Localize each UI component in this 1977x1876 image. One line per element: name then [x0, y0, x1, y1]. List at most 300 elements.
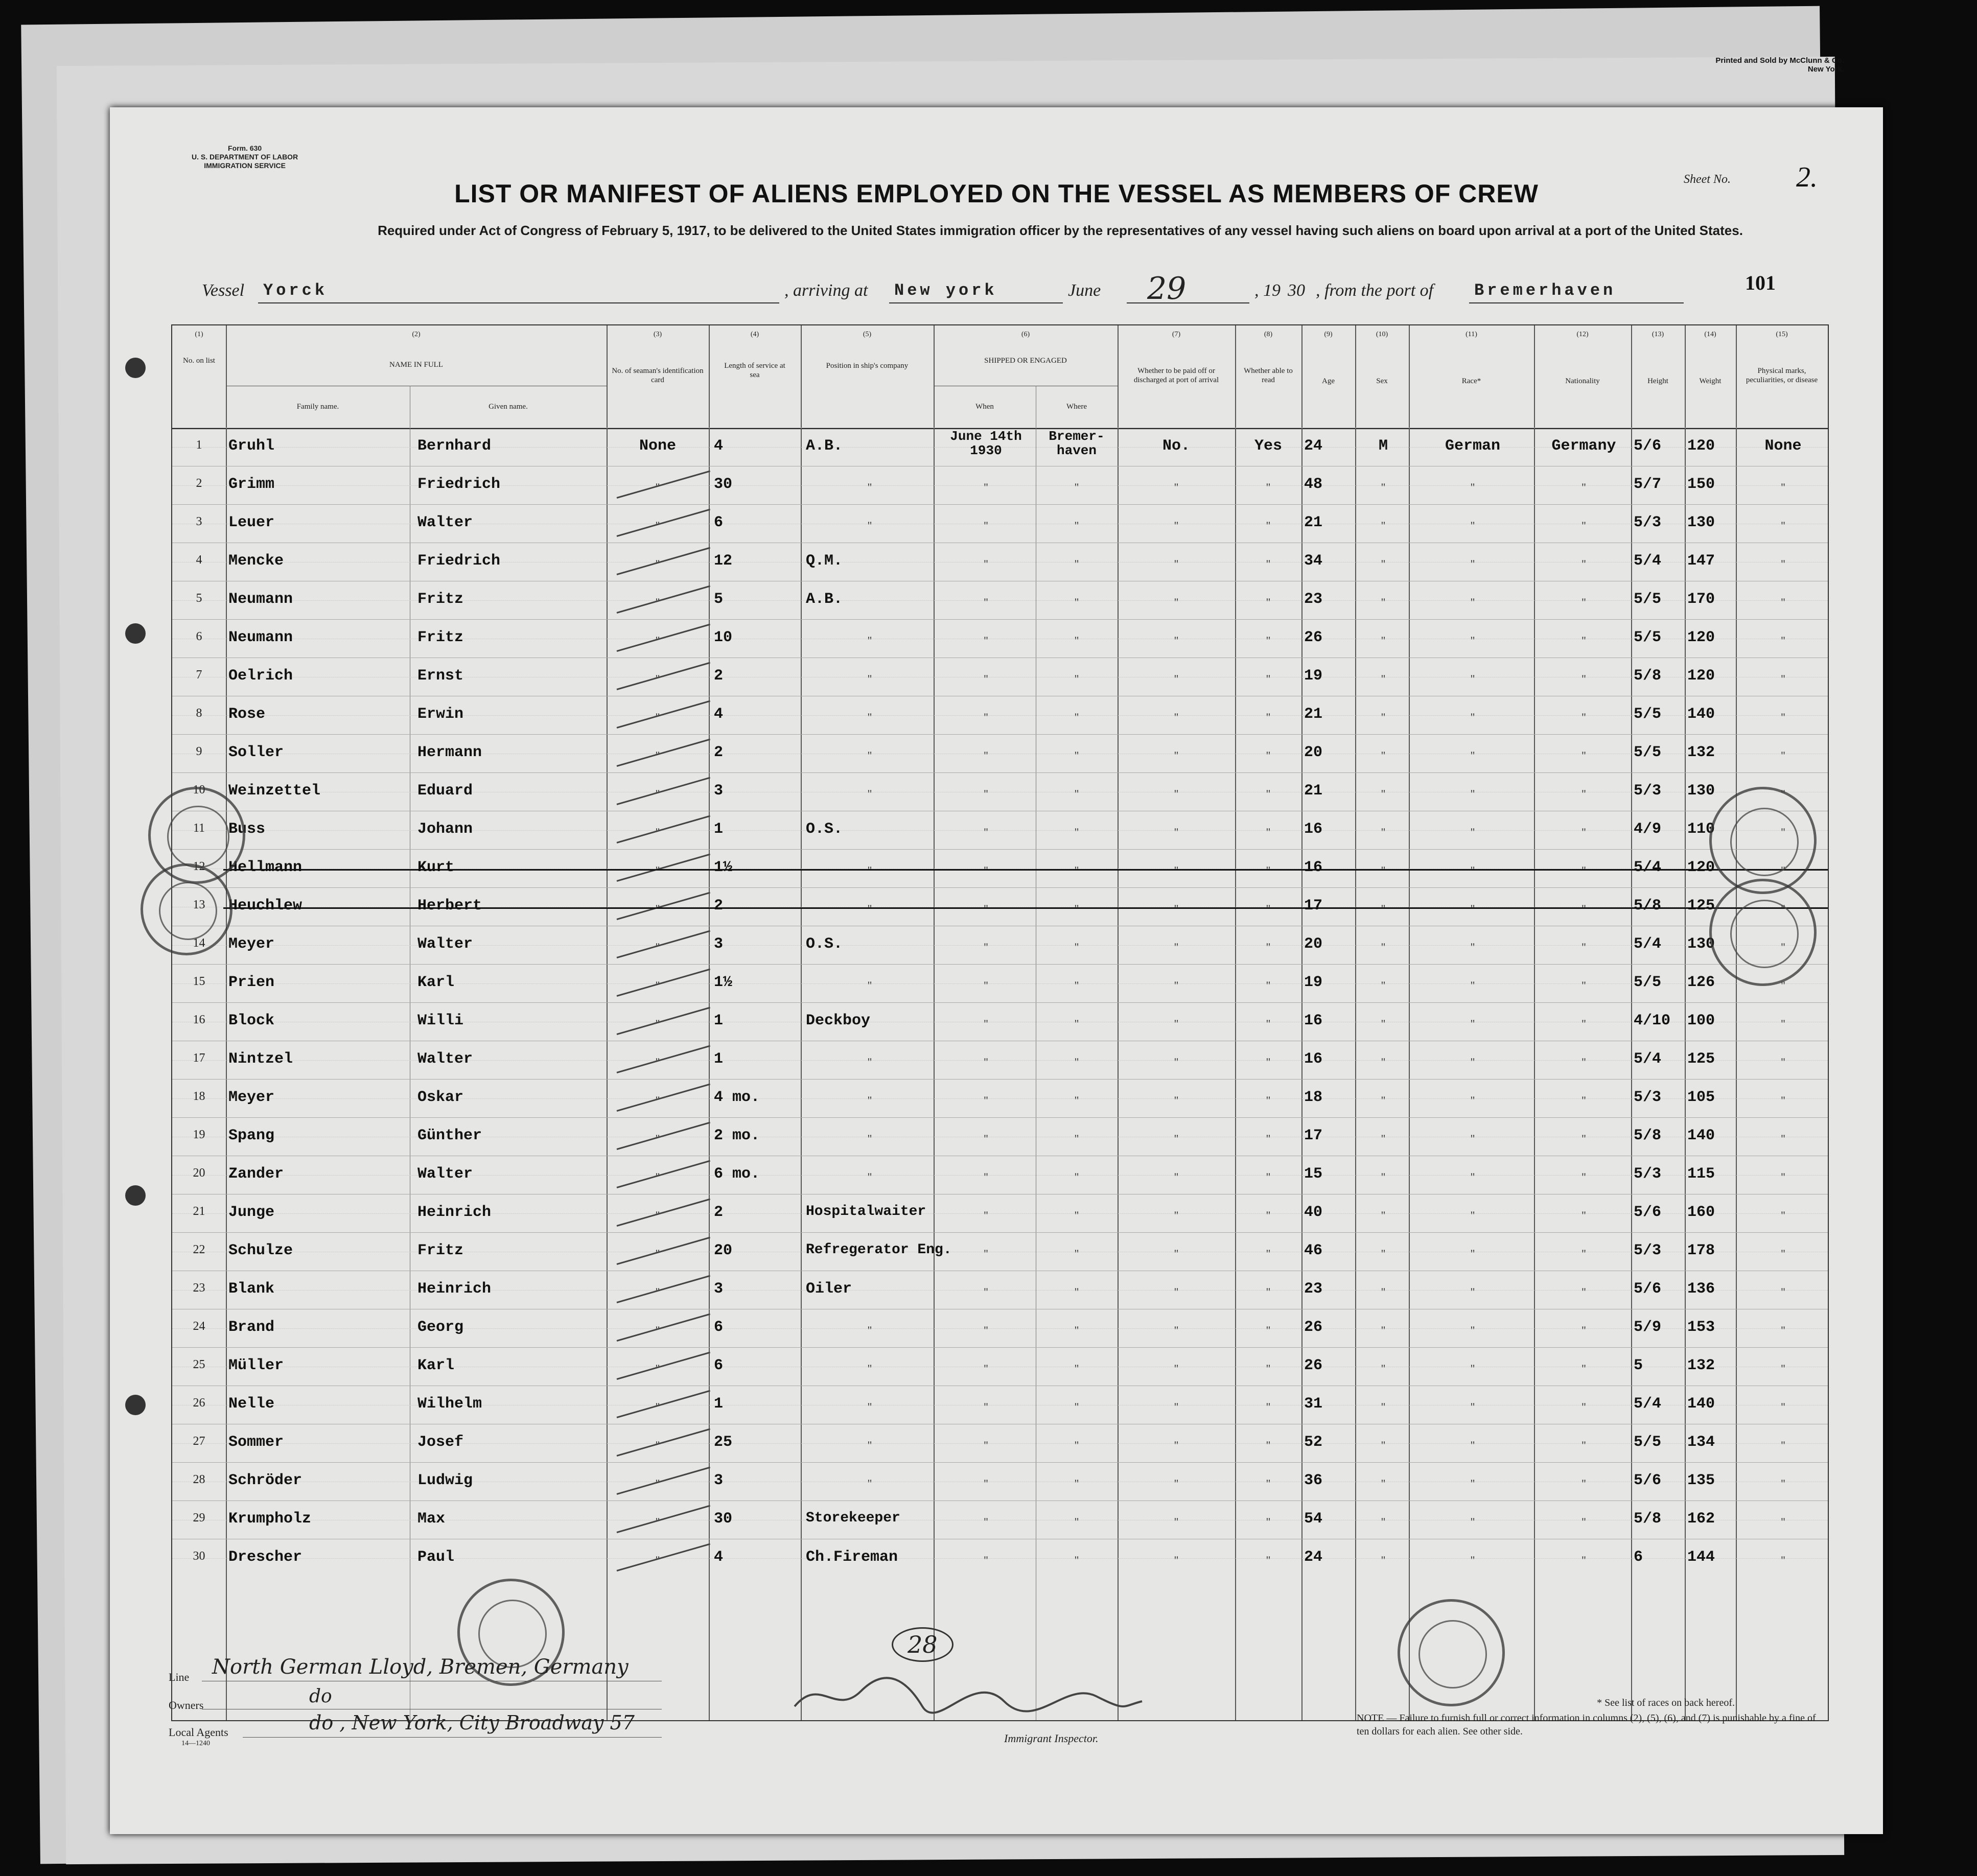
cell-given: Walter — [417, 514, 473, 531]
ditto-mark: " — [1781, 1477, 1785, 1490]
ditto-mark: " — [1781, 519, 1785, 532]
ditto-mark: " — [1470, 1554, 1475, 1566]
cell-given: Friedrich — [417, 552, 501, 570]
cell-weight: 120 — [1687, 859, 1715, 876]
cell-height: 5/3 — [1634, 1242, 1662, 1259]
ditto-mark: " — [1470, 519, 1475, 532]
cell-given: Walter — [417, 1165, 473, 1183]
cell-height: 6 — [1634, 1549, 1643, 1566]
ditto-mark: " — [1074, 1170, 1079, 1183]
cell-service: 12 — [714, 552, 733, 570]
ditto-mark: " — [984, 1247, 988, 1260]
ditto-mark: " — [1381, 1362, 1386, 1375]
cell-no: 18 — [193, 1090, 205, 1103]
given-name-header: Given name. — [489, 403, 528, 411]
ditto-mark: " — [1470, 1285, 1475, 1298]
table-row — [172, 964, 1828, 1003]
cell-given: Erwin — [417, 706, 464, 723]
table-row — [172, 658, 1828, 696]
ditto-mark: " — [867, 672, 872, 685]
cell-position: A.B. — [806, 437, 843, 455]
cell-position: Refregerator Eng. — [806, 1242, 952, 1258]
cell-family: Heuchlew — [228, 897, 303, 914]
crew-count: 28 — [892, 1627, 953, 1662]
ditto-mark: " — [984, 1515, 988, 1528]
cell-where: Bremer-haven — [1049, 429, 1105, 458]
cell-weight: 105 — [1687, 1089, 1715, 1106]
ditto-mark: " — [1581, 672, 1586, 685]
cell-given: Ernst — [417, 667, 464, 685]
cell-family: Krumpholz — [228, 1510, 312, 1528]
ditto-mark: " — [867, 787, 872, 800]
ditto-mark: " — [984, 1439, 988, 1451]
ditto-mark: " — [1781, 1439, 1785, 1451]
ditto-mark: " — [1266, 864, 1271, 877]
consular-stamp — [1398, 1599, 1505, 1706]
races-note: * See list of races on back hereof. — [1597, 1697, 1735, 1708]
cell-card: None — [639, 437, 676, 455]
ditto-mark: " — [1470, 672, 1475, 685]
ditto-mark: " — [1470, 902, 1475, 915]
ditto-mark: " — [1470, 826, 1475, 838]
consular-stamp — [141, 863, 232, 955]
ditto-mark: " — [1074, 596, 1079, 608]
cell-age: 16 — [1304, 820, 1323, 838]
vessel-label: Vessel — [202, 281, 245, 300]
table-row — [172, 926, 1828, 965]
cell-given: Heinrich — [417, 1204, 492, 1221]
cell-weight: 130 — [1687, 782, 1715, 800]
cell-weight: 136 — [1687, 1280, 1715, 1298]
ditto-mark: " — [867, 1056, 872, 1068]
cell-height: 4/10 — [1634, 1012, 1671, 1029]
ditto-mark: " — [1381, 1285, 1386, 1298]
ditto-mark: " — [984, 1362, 988, 1375]
ditto-mark: " — [984, 1094, 988, 1107]
ditto-mark: " — [1470, 1017, 1475, 1030]
col14-header: Weight — [1699, 377, 1722, 385]
cell-height: 5/9 — [1634, 1319, 1662, 1336]
cell-age: 21 — [1304, 782, 1323, 800]
ditto-mark: " — [1174, 557, 1179, 570]
cell-weight: 140 — [1687, 1127, 1715, 1144]
table-row — [172, 1386, 1828, 1424]
cell-age: 52 — [1304, 1434, 1323, 1451]
col7-number: (7) — [1172, 331, 1181, 338]
ditto-mark: " — [1470, 1477, 1475, 1490]
cell-family: Junge — [228, 1204, 275, 1221]
ditto-mark: " — [867, 1362, 872, 1375]
table-row — [172, 1194, 1828, 1233]
ditto-mark: " — [1266, 1017, 1271, 1030]
ditto-mark: " — [1381, 557, 1386, 570]
cell-weight: 147 — [1687, 552, 1715, 570]
cell-height: 5/6 — [1634, 437, 1662, 455]
ditto-mark: " — [984, 1017, 988, 1030]
cell-age: 20 — [1304, 744, 1323, 761]
cell-family: Buss — [228, 820, 266, 838]
cell-weight: 120 — [1687, 437, 1715, 455]
cell-no: 29 — [193, 1511, 205, 1525]
ditto-mark: " — [1581, 1554, 1586, 1566]
form-code: 14—1240 — [181, 1740, 210, 1747]
ditto-mark: " — [1581, 1362, 1586, 1375]
ditto-mark: " — [1074, 902, 1079, 915]
col12-header: Nationality — [1565, 377, 1600, 385]
ditto-mark: " — [1174, 787, 1179, 800]
ditto-mark: " — [1074, 1515, 1079, 1528]
ditto-mark: " — [867, 1439, 872, 1451]
col3-number: (3) — [653, 331, 662, 338]
ditto-mark: " — [655, 672, 660, 685]
cell-given: Günther — [417, 1127, 482, 1144]
ditto-mark: " — [1581, 787, 1586, 800]
cell-weight: 140 — [1687, 706, 1715, 723]
cell-service: 2 — [714, 1204, 724, 1221]
table-row — [172, 696, 1828, 735]
ditto-mark: " — [655, 1477, 660, 1490]
ditto-mark: " — [1381, 826, 1386, 838]
ditto-mark: " — [1381, 1247, 1386, 1260]
cell-no: 28 — [193, 1473, 205, 1486]
printer-note: Printed and Sold by McClunn & Co. New York. — [1715, 56, 1844, 74]
cell-weight: 135 — [1687, 1472, 1715, 1489]
ditto-mark: " — [1381, 519, 1386, 532]
cell-no: 17 — [193, 1051, 205, 1065]
ditto-mark: " — [1470, 1362, 1475, 1375]
cell-service: 6 — [714, 1319, 724, 1336]
ditto-mark: " — [1381, 672, 1386, 685]
ditto-mark: " — [1266, 1515, 1271, 1528]
ditto-mark: " — [1174, 864, 1179, 877]
ditto-mark: " — [1470, 1132, 1475, 1145]
col3-header: No. of seaman's identification card — [612, 367, 704, 384]
cell-no: 1 — [196, 438, 202, 452]
ditto-mark: " — [1174, 979, 1179, 992]
cell-service: 5 — [714, 591, 724, 608]
cell-no: 6 — [196, 630, 202, 643]
ditto-mark: " — [1266, 1362, 1271, 1375]
cell-service: 2 — [714, 744, 724, 761]
cell-no: 25 — [193, 1358, 205, 1371]
table-row — [172, 1232, 1828, 1271]
ditto-mark: " — [1470, 1170, 1475, 1183]
cell-service: 2 mo. — [714, 1127, 760, 1144]
cell-service: 1 — [714, 1012, 724, 1029]
ditto-mark: " — [984, 787, 988, 800]
cell-age: 34 — [1304, 552, 1323, 570]
col6-header: SHIPPED OR ENGAGED — [984, 357, 1067, 365]
cell-family: Spang — [228, 1127, 275, 1144]
ditto-mark: " — [1266, 979, 1271, 992]
cell-age: 19 — [1304, 667, 1323, 685]
ditto-mark: " — [1470, 481, 1475, 494]
ditto-mark: " — [867, 902, 872, 915]
cell-family: Meyer — [228, 935, 275, 953]
ditto-mark: " — [1074, 787, 1079, 800]
ditto-mark: " — [1781, 711, 1785, 723]
ditto-mark: " — [1581, 1247, 1586, 1260]
cell-no: 2 — [196, 477, 202, 490]
cell-height: 5/6 — [1634, 1280, 1662, 1298]
table-row — [172, 811, 1828, 850]
inspector-signature — [789, 1660, 1147, 1722]
col15-header: Physical marks, peculiarities, or disease — [1746, 367, 1818, 384]
ditto-mark: " — [655, 1170, 660, 1183]
cell-age: 24 — [1304, 437, 1323, 455]
cell-age: 16 — [1304, 1050, 1323, 1068]
ditto-mark: " — [1781, 1515, 1785, 1528]
ditto-mark: " — [1266, 1477, 1271, 1490]
cell-family: Zander — [228, 1165, 284, 1183]
cell-given: Karl — [417, 1357, 455, 1374]
ditto-mark: " — [1381, 711, 1386, 723]
cell-height: 5/5 — [1634, 629, 1662, 646]
table-row — [172, 1347, 1828, 1386]
ditto-mark: " — [1074, 749, 1079, 762]
ditto-mark: " — [1781, 1056, 1785, 1068]
ditto-mark: " — [1781, 1209, 1785, 1222]
cell-age: 26 — [1304, 629, 1323, 646]
ditto-mark: " — [984, 979, 988, 992]
ditto-mark: " — [1581, 1439, 1586, 1451]
ditto-mark: " — [984, 672, 988, 685]
binding-hole — [125, 358, 146, 378]
cell-position: O.S. — [806, 820, 843, 838]
cell-service: 6 mo. — [714, 1165, 760, 1183]
col9-number: (9) — [1324, 331, 1333, 338]
form-identifier: Form. 630 U. S. DEPARTMENT OF LABOR IMMIGRATION SERVICE — [192, 144, 298, 170]
ditto-mark: " — [655, 1554, 660, 1566]
ditto-mark: " — [984, 481, 988, 494]
col11-header: Race* — [1461, 377, 1481, 385]
ditto-mark: " — [655, 1515, 660, 1528]
cell-family: Leuer — [228, 514, 275, 531]
cell-given: Karl — [417, 974, 455, 991]
cell-weight: 130 — [1687, 514, 1715, 531]
cell-service: 4 — [714, 1549, 724, 1566]
ditto-mark: " — [1381, 941, 1386, 953]
cell-age: 48 — [1304, 476, 1323, 493]
cell-service: 10 — [714, 629, 733, 646]
cell-given: Walter — [417, 1050, 473, 1068]
ditto-mark: " — [1381, 979, 1386, 992]
cell-no: 30 — [193, 1550, 205, 1563]
cell-no: 11 — [193, 822, 205, 835]
cell-no: 8 — [196, 707, 202, 720]
ditto-mark: " — [984, 1132, 988, 1145]
cell-weight: 162 — [1687, 1510, 1715, 1528]
ditto-mark: " — [1074, 1247, 1079, 1260]
cell-age: 17 — [1304, 1127, 1323, 1144]
cell-family: Mencke — [228, 552, 284, 570]
col12-number: (12) — [1576, 331, 1589, 338]
cell-age: 26 — [1304, 1319, 1323, 1336]
ditto-mark: " — [1581, 557, 1586, 570]
ditto-mark: " — [1381, 1477, 1386, 1490]
col10-number: (10) — [1376, 331, 1388, 338]
table-row — [172, 428, 1828, 466]
ditto-mark: " — [1174, 1362, 1179, 1375]
cell-service: 4 — [714, 706, 724, 723]
ditto-mark: " — [1266, 519, 1271, 532]
ditto-mark: " — [1266, 711, 1271, 723]
ditto-mark: " — [1266, 557, 1271, 570]
ditto-mark: " — [1470, 557, 1475, 570]
ditto-mark: " — [1781, 1554, 1785, 1566]
ditto-mark: " — [655, 1094, 660, 1107]
cell-family: Block — [228, 1012, 275, 1029]
cell-height: 5/7 — [1634, 476, 1662, 493]
ditto-mark: " — [1174, 1324, 1179, 1336]
cell-no: 13 — [193, 898, 205, 911]
cell-family: Prien — [228, 974, 275, 991]
cell-age: 54 — [1304, 1510, 1323, 1528]
ditto-mark: " — [1074, 1056, 1079, 1068]
cell-read: Yes — [1254, 437, 1282, 455]
cell-family: Drescher — [228, 1549, 303, 1566]
cell-no: 26 — [193, 1396, 205, 1410]
col8-header: Whether able to read — [1244, 367, 1293, 384]
cell-height: 5/8 — [1634, 667, 1662, 685]
cell-height: 5/5 — [1634, 744, 1662, 761]
cell-family: Neumann — [228, 591, 293, 608]
cell-service: 6 — [714, 1357, 724, 1374]
ditto-mark: " — [1266, 481, 1271, 494]
ditto-mark: " — [655, 481, 660, 494]
ditto-mark: " — [1074, 1362, 1079, 1375]
cell-given: Eduard — [417, 782, 473, 800]
ditto-mark: " — [1470, 1400, 1475, 1413]
col14-number: (14) — [1704, 331, 1716, 338]
ditto-mark: " — [867, 1094, 872, 1107]
cell-family: Meyer — [228, 1089, 275, 1106]
ditto-mark: " — [1266, 941, 1271, 953]
cell-no: 19 — [193, 1128, 205, 1141]
col13-header: Height — [1647, 377, 1668, 385]
ditto-mark: " — [1470, 864, 1475, 877]
owners-label: Owners — [169, 1699, 204, 1711]
ditto-mark: " — [1074, 1094, 1079, 1107]
table-row — [172, 1500, 1828, 1539]
cell-weight: 150 — [1687, 476, 1715, 493]
ditto-mark: " — [655, 519, 660, 532]
ditto-mark: " — [1074, 826, 1079, 838]
col8-number: (8) — [1264, 331, 1273, 338]
consular-stamp — [1709, 879, 1817, 986]
ditto-mark: " — [1074, 1439, 1079, 1451]
cell-weight: 130 — [1687, 935, 1715, 953]
cell-position: Storekeeper — [806, 1510, 900, 1526]
cell-service: 30 — [714, 476, 733, 493]
ditto-mark: " — [984, 1400, 988, 1413]
ditto-mark: " — [655, 902, 660, 915]
ditto-mark: " — [984, 634, 988, 647]
cell-given: Hermann — [417, 744, 482, 761]
ditto-mark: " — [1074, 979, 1079, 992]
ditto-mark: " — [1581, 1132, 1586, 1145]
ditto-mark: " — [655, 1285, 660, 1298]
from-port: Bremerhaven — [1474, 281, 1616, 300]
ditto-mark: " — [1381, 1017, 1386, 1030]
cell-service: 1 — [714, 1395, 724, 1413]
ditto-mark: " — [1781, 1094, 1785, 1107]
cell-given: Fritz — [417, 591, 464, 608]
ditto-mark: " — [1381, 1400, 1386, 1413]
cell-weight: 126 — [1687, 974, 1715, 991]
cell-age: 20 — [1304, 935, 1323, 953]
ditto-mark: " — [655, 1247, 660, 1260]
cell-given: Georg — [417, 1319, 464, 1336]
table-row — [172, 1156, 1828, 1194]
ditto-mark: " — [1781, 1324, 1785, 1336]
table-row — [172, 1539, 1828, 1578]
inspector-label: Immigrant Inspector. — [1004, 1732, 1099, 1745]
cell-given: Johann — [417, 820, 473, 838]
cell-family: Brand — [228, 1319, 275, 1336]
ditto-mark: " — [1781, 1017, 1785, 1030]
ditto-mark: " — [984, 1285, 988, 1298]
cell-height: 5/3 — [1634, 1089, 1662, 1106]
page-number: 101 — [1745, 271, 1776, 294]
cell-weight: 120 — [1687, 629, 1715, 646]
cell-age: 17 — [1304, 897, 1323, 914]
strike-through-line — [223, 869, 1828, 871]
ditto-mark: " — [655, 1132, 660, 1145]
ditto-mark: " — [1074, 711, 1079, 723]
ditto-mark: " — [1074, 634, 1079, 647]
ditto-mark: " — [867, 1132, 872, 1145]
table-row — [172, 1462, 1828, 1501]
cell-family: Rose — [228, 706, 266, 723]
ditto-mark: " — [1781, 557, 1785, 570]
ditto-mark: " — [1781, 481, 1785, 494]
cell-age: 46 — [1304, 1242, 1323, 1259]
ditto-mark: " — [1581, 634, 1586, 647]
table-row — [172, 734, 1828, 773]
ditto-mark: " — [1174, 711, 1179, 723]
cell-age: 23 — [1304, 591, 1323, 608]
col4-header: Length of service at sea — [724, 362, 785, 379]
vessel-info-row — [110, 271, 1883, 307]
cell-service: 3 — [714, 782, 724, 800]
ditto-mark: " — [984, 711, 988, 723]
col1-header: No. on list — [183, 357, 215, 365]
ditto-mark: " — [1381, 1209, 1386, 1222]
cell-family: Grimm — [228, 476, 275, 493]
ditto-mark: " — [1381, 1515, 1386, 1528]
ditto-mark: " — [1381, 1554, 1386, 1566]
from-port-label: , from the port of — [1316, 281, 1434, 300]
ditto-mark: " — [1074, 1477, 1079, 1490]
cell-service: 4 mo. — [714, 1089, 760, 1106]
cell-family: Soller — [228, 744, 284, 761]
ditto-mark: " — [984, 864, 988, 877]
sheet-number-label: Sheet No. — [1684, 173, 1731, 186]
ditto-mark: " — [1174, 481, 1179, 494]
ditto-mark: " — [984, 519, 988, 532]
ditto-mark: " — [1381, 787, 1386, 800]
ditto-mark: " — [1781, 1247, 1785, 1260]
cell-height: 5/6 — [1634, 1204, 1662, 1221]
ditto-mark: " — [1174, 1094, 1179, 1107]
ditto-mark: " — [655, 634, 660, 647]
ditto-mark: " — [984, 902, 988, 915]
cell-service: 1½ — [714, 859, 733, 876]
cell-paid: No. — [1162, 437, 1190, 455]
cell-weight: 125 — [1687, 897, 1715, 914]
cell-position: O.S. — [806, 935, 843, 953]
